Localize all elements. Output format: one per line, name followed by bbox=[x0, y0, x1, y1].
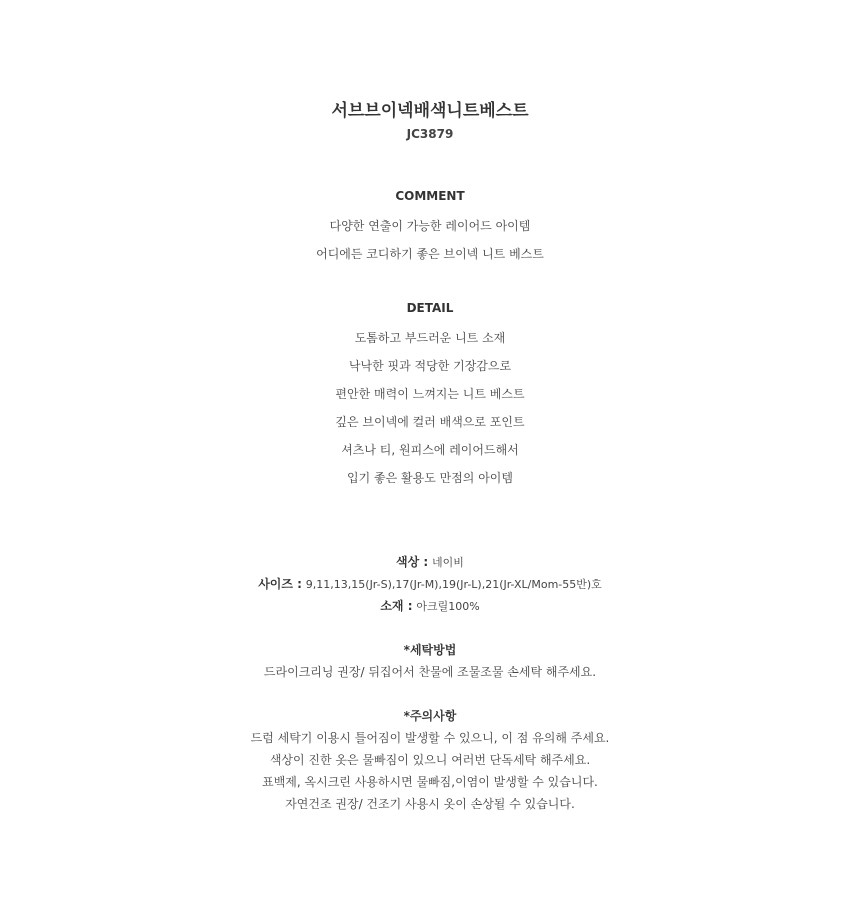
caution-line: 표백제, 옥시크린 사용하시면 물빠짐,이염이 발생할 수 있습니다. bbox=[262, 775, 598, 789]
detail-line: 도톰하고 부드러운 니트 소재 bbox=[354, 331, 506, 345]
spec-size-label: 사이즈 : bbox=[258, 577, 302, 591]
comment-line: 다양한 연출이 가능한 레이어드 아이템 bbox=[329, 219, 531, 233]
caution-title: *주의사항 bbox=[403, 709, 457, 723]
washing-line: 드라이크리닝 권장/ 뒤집어서 찬물에 조물조물 손세탁 해주세요. bbox=[263, 665, 597, 679]
comment-line: 어디에든 코디하기 좋은 브이넥 니트 베스트 bbox=[316, 247, 544, 261]
spec-color bbox=[0, 553, 860, 570]
caution-line: 자연건조 권장/ 건조기 사용시 옷이 손상될 수 있습니다. bbox=[285, 797, 575, 811]
detail-line: 셔츠나 티, 원피스에 레이어드해서 bbox=[341, 443, 519, 457]
washing-title: *세탁방법 bbox=[403, 643, 457, 657]
spec-material bbox=[0, 597, 860, 614]
product-code: JC3879 bbox=[406, 127, 454, 141]
caution-line: 색상이 진한 옷은 물빠짐이 있으니 여러번 단독세탁 해주세요. bbox=[269, 753, 591, 767]
spec-material-label: 소재 : bbox=[380, 599, 413, 613]
detail-line: 낙낙한 핏과 적당한 기장감으로 bbox=[348, 359, 512, 373]
caution-line: 드럼 세탁기 이용시 틀어짐이 발생할 수 있으니, 이 점 유의해 주세요. bbox=[250, 731, 610, 745]
detail-heading: DETAIL bbox=[406, 301, 454, 315]
detail-line: 입기 좋은 활용도 만점의 아이템 bbox=[347, 471, 513, 485]
spec-color-label: 색상 : bbox=[396, 555, 429, 569]
product-title: 서브브이넥배색니트베스트 bbox=[331, 101, 529, 121]
spec-size-value: 9,11,13,15(Jr-S),17(Jr-M),19(Jr-L),21(Jr-XL/Mom-55반)호 bbox=[305, 578, 602, 591]
spec-color-value: 네이비 bbox=[432, 556, 464, 569]
detail-line: 편안한 매력이 느껴지는 니트 베스트 bbox=[335, 387, 525, 401]
spec-size bbox=[0, 575, 860, 592]
comment-heading: COMMENT bbox=[395, 189, 465, 203]
spec-material-value: 아크릴100% bbox=[416, 600, 480, 613]
detail-line: 깊은 브이넥에 컬러 배색으로 포인트 bbox=[335, 415, 525, 429]
